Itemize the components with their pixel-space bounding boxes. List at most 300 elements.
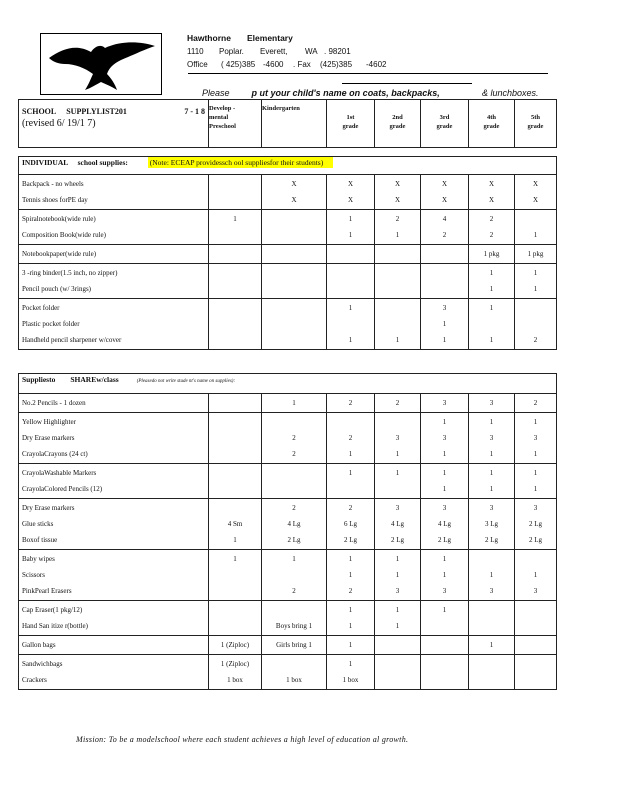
item-name-cell — [19, 299, 209, 350]
address-state: WA — [305, 47, 318, 56]
supply-qty: 3 — [533, 434, 538, 442]
supply-qty: 1 — [348, 606, 353, 614]
supply-qty: X — [291, 196, 297, 204]
address-zip: . 98201 — [324, 47, 351, 56]
supply-item: Boxof tissue — [22, 536, 58, 544]
supply-item: Crackers — [22, 676, 47, 684]
quantity-cell — [262, 264, 327, 299]
quantity-cell — [375, 245, 421, 264]
table-row — [19, 464, 557, 499]
table-row — [19, 413, 557, 464]
header-rule-short — [342, 83, 472, 84]
school-name-part1: Hawthorne — [187, 33, 231, 43]
quantity-cell — [421, 245, 469, 264]
quantity-cell — [515, 655, 557, 690]
supply-qty — [518, 656, 553, 672]
table-row — [19, 264, 557, 299]
supply-qty: 1 — [348, 660, 353, 668]
supply-qty: 2 — [348, 399, 353, 407]
supply-qty: 1 — [348, 336, 353, 344]
supply-qty: X — [347, 180, 354, 188]
quantity-cell — [209, 299, 262, 350]
quantity-cell — [421, 175, 469, 210]
supply-qty: X — [532, 180, 539, 188]
supply-item: PinkPearl Erasers — [22, 587, 72, 595]
supply-qty: 1 — [233, 536, 237, 544]
supply-qty: 1 — [395, 231, 400, 239]
supply-qty: 1 — [395, 336, 400, 344]
quantity-cell — [375, 264, 421, 299]
supply-qty — [472, 551, 511, 567]
table-row — [19, 394, 557, 413]
supply-qty — [265, 414, 323, 430]
quantity-cell — [327, 175, 375, 210]
supply-qty — [518, 618, 553, 634]
reminder-tail: & lunchboxes. — [482, 88, 539, 98]
supply-qty: 3 Lg — [484, 520, 499, 528]
supply-qty — [212, 332, 258, 348]
item-name-cell — [19, 264, 209, 299]
quantity-cell — [209, 245, 262, 264]
quantity-cell — [327, 601, 375, 636]
quantity-cell — [262, 394, 327, 413]
item-name-cell — [19, 210, 209, 245]
supply-qty: 1 — [348, 215, 353, 223]
supply-item: CrayolaWashable Markers — [22, 469, 97, 477]
item-name-cell — [19, 175, 209, 210]
supply-qty: 2 — [533, 336, 538, 344]
quantity-cell — [262, 550, 327, 601]
table-row — [19, 636, 557, 655]
supply-qty — [330, 414, 371, 430]
quantity-cell — [421, 655, 469, 690]
title-school: SCHOOL — [22, 107, 57, 116]
quantity-cell — [469, 175, 515, 210]
quantity-cell — [209, 550, 262, 601]
supply-qty — [472, 602, 511, 618]
quantity-cell — [327, 210, 375, 245]
quantity-cell — [262, 210, 327, 245]
quantity-cell — [209, 264, 262, 299]
supply-qty — [265, 211, 323, 227]
supply-qty — [330, 265, 371, 281]
supply-qty — [424, 656, 465, 672]
quantity-cell — [421, 499, 469, 550]
quantity-cell — [327, 299, 375, 350]
reminder-text: p ut your child's name on coats, backpacks, — [251, 88, 440, 98]
quantity-cell — [209, 601, 262, 636]
address-city: Everett, — [260, 47, 288, 56]
supply-qty: 2 — [348, 587, 353, 595]
supply-qty: 1 — [533, 285, 538, 293]
supply-qty: 1 pkg — [483, 250, 500, 258]
title-supply-list: SUPPLYLIST201 — [66, 107, 127, 116]
supply-qty — [212, 618, 258, 634]
supply-qty — [330, 281, 371, 297]
supply-qty: 1 — [489, 469, 494, 477]
quantity-cell — [469, 636, 515, 655]
supply-qty — [212, 465, 258, 481]
quantity-cell — [375, 413, 421, 464]
quantity-cell — [209, 464, 262, 499]
individual-label-a: INDIVIDUAL — [22, 158, 69, 167]
supply-qty: 2 Lg — [528, 520, 543, 528]
supply-qty — [265, 332, 323, 348]
supply-item: Dry Erase markers — [22, 504, 75, 512]
item-name-cell — [19, 601, 209, 636]
col-head-grade4: 4th grade — [469, 100, 515, 148]
supply-item: Pocket folder — [22, 304, 60, 312]
address-number: 1110 — [187, 47, 204, 56]
supply-qty: 2 — [292, 504, 296, 512]
quantity-cell — [209, 413, 262, 464]
supply-qty: 1 — [348, 231, 353, 239]
table-row — [19, 655, 557, 690]
supply-qty — [265, 656, 323, 672]
supply-item: Notebookpaper(wide rule) — [22, 250, 97, 258]
supply-qty: 1 — [395, 555, 400, 563]
quantity-cell — [209, 210, 262, 245]
supply-qty — [212, 281, 258, 297]
supply-qty — [212, 500, 258, 516]
col-head-grade2: 2nd grade — [375, 100, 421, 148]
list-title — [19, 100, 209, 148]
table-row — [19, 299, 557, 350]
supply-qty — [265, 465, 323, 481]
supply-qty: 1 — [442, 469, 447, 477]
quantity-cell — [469, 394, 515, 413]
supply-qty — [518, 211, 553, 227]
supply-qty: 1 — [348, 304, 353, 312]
supply-qty: 3 — [489, 399, 494, 407]
supply-qty: 2 — [292, 450, 296, 458]
supply-qty — [378, 300, 417, 316]
office-phone-area: ( 425)385 — [221, 60, 256, 69]
supply-qty: 3 — [489, 434, 494, 442]
eceap-note: (Note: ECEAP providessch ool suppliesfor their students) — [148, 157, 333, 168]
supply-qty: 2 Lg — [484, 536, 499, 544]
table-row — [19, 175, 557, 210]
supply-item: No.2 Pencils - 1 dozen — [22, 399, 86, 407]
supply-qty: X — [532, 196, 539, 204]
supply-qty: 1 — [489, 485, 494, 493]
supply-qty: 2 — [489, 215, 494, 223]
supply-qty: 1 — [489, 450, 494, 458]
supply-qty: Girls bring 1 — [276, 641, 312, 649]
supply-qty — [424, 618, 465, 634]
quantity-cell — [262, 245, 327, 264]
quantity-cell — [327, 636, 375, 655]
quantity-cell — [421, 264, 469, 299]
table-row — [19, 245, 557, 264]
supply-qty: 1 — [348, 622, 353, 630]
quantity-cell — [327, 655, 375, 690]
supply-qty: 2 — [292, 587, 296, 595]
quantity-cell — [421, 210, 469, 245]
shared-supplies-header — [19, 374, 557, 394]
supply-qty — [265, 316, 323, 332]
supply-qty: 1 — [442, 336, 447, 344]
supply-qty: 1 box — [342, 676, 359, 684]
supply-item: Yellow Highlighter — [22, 418, 76, 426]
quantity-cell — [515, 413, 557, 464]
supply-qty — [472, 316, 511, 332]
supply-qty: 1 — [442, 555, 447, 563]
quantity-cell — [515, 499, 557, 550]
no-name-note: (Pleasedo not write stude nt's name on supplies): — [136, 379, 236, 384]
col-head-grade1: 1st grade — [327, 100, 375, 148]
supply-qty: 4 Lg — [287, 520, 301, 528]
supply-qty: 1 (Ziploc) — [220, 641, 250, 649]
address-street: Poplar. — [219, 47, 244, 56]
supply-qty — [472, 656, 511, 672]
table-row — [19, 499, 557, 550]
quantity-cell — [375, 601, 421, 636]
quantity-cell — [469, 245, 515, 264]
quantity-cell — [262, 636, 327, 655]
supply-item: 3 -ring binder(1.5 inch, no zipper) — [22, 269, 118, 277]
supply-qty — [518, 300, 553, 316]
supply-qty — [330, 246, 371, 262]
supply-qty: 4 Sm — [227, 520, 243, 528]
supply-qty — [212, 300, 258, 316]
supply-qty: 2 Lg — [287, 536, 301, 544]
quantity-cell — [421, 299, 469, 350]
quantity-cell — [262, 601, 327, 636]
quantity-cell — [515, 245, 557, 264]
quantity-cell — [469, 601, 515, 636]
supply-qty: 2 Lg — [437, 536, 452, 544]
supply-qty — [212, 316, 258, 332]
supply-item: Pencil pouch (w/ 3rings) — [22, 285, 92, 293]
supply-qty: 1 — [489, 641, 494, 649]
fax-phone-area: (425)385 — [320, 60, 353, 69]
quantity-cell — [515, 264, 557, 299]
title-years: 7 - 1 8 — [184, 107, 205, 116]
supply-qty — [212, 227, 258, 243]
supply-qty: 1 — [533, 571, 538, 579]
quantity-cell — [515, 210, 557, 245]
fax-label: . Fax — [293, 60, 311, 69]
supply-item: Composition Book(wide rule) — [22, 231, 106, 239]
school-name-part2: Elementary — [247, 33, 293, 43]
supply-qty: 1 — [348, 450, 353, 458]
quantity-cell — [515, 299, 557, 350]
quantity-cell — [209, 394, 262, 413]
supply-qty — [472, 672, 511, 688]
supply-qty — [518, 672, 553, 688]
revision-date: (revised 6/ 19/1 7) — [22, 118, 96, 129]
item-name-cell — [19, 413, 209, 464]
quantity-cell — [327, 245, 375, 264]
supply-qty: 1 — [489, 336, 494, 344]
supply-qty: 1 — [442, 485, 447, 493]
supply-qty: 4 Lg — [390, 520, 405, 528]
quantity-cell — [375, 210, 421, 245]
quantity-cell — [469, 299, 515, 350]
col-head-preschool: Develop - mental Preschool — [209, 100, 262, 148]
supply-qty — [212, 446, 258, 462]
supply-qty — [378, 637, 417, 653]
individual-label-b: school supplies: — [77, 158, 128, 167]
supply-qty — [330, 481, 371, 497]
table-row — [19, 550, 557, 601]
mission-statement: Mission: To be a modelschool where each student achieves a high level of education al growth. — [76, 735, 409, 744]
supply-qty: 2 Lg — [528, 536, 543, 544]
school-logo-eagle — [40, 33, 162, 95]
supply-qty — [424, 246, 465, 262]
supply-qty: 1 — [233, 555, 237, 563]
supply-qty — [212, 192, 258, 208]
supply-qty — [265, 602, 323, 618]
supply-qty — [212, 395, 258, 411]
quantity-cell — [327, 264, 375, 299]
quantity-cell — [421, 394, 469, 413]
item-name-cell — [19, 394, 209, 413]
item-name-cell — [19, 245, 209, 264]
col-head-kindergarten: Kindergarten — [262, 100, 327, 148]
table-row — [19, 210, 557, 245]
supply-item: Hand San itize r(bottle) — [22, 622, 88, 630]
supply-qty — [378, 246, 417, 262]
supply-qty: Boys bring 1 — [275, 622, 313, 630]
supply-qty: 1 — [395, 622, 400, 630]
quantity-cell — [421, 550, 469, 601]
supply-qty: 1 — [533, 485, 538, 493]
quantity-cell — [327, 550, 375, 601]
supply-qty: 1 box — [286, 676, 302, 684]
supply-qty: 1 — [292, 555, 296, 563]
supply-qty: 1 — [489, 285, 494, 293]
supply-qty: X — [394, 196, 401, 204]
header-rule — [188, 73, 548, 74]
supply-qty: 1 (Ziploc) — [220, 660, 250, 668]
quantity-cell — [209, 175, 262, 210]
supply-qty: 3 — [489, 504, 494, 512]
supply-qty — [424, 672, 465, 688]
supply-item: Spiralnotebook(wide rule) — [22, 215, 96, 223]
supply-qty: 1 — [533, 231, 538, 239]
supply-qty: 1 — [348, 571, 353, 579]
supply-item: Backpack - no wheels — [22, 180, 84, 188]
supply-item: Scissors — [22, 571, 45, 579]
supply-qty: 3 — [442, 587, 447, 595]
supply-qty: X — [441, 196, 448, 204]
supply-qty: 3 — [395, 434, 400, 442]
supply-qty: 2 Lg — [390, 536, 405, 544]
supply-qty — [518, 551, 553, 567]
supply-qty: 1 pkg — [527, 250, 544, 258]
fax-phone-line: -4602 — [366, 60, 387, 69]
supply-qty: 1 — [395, 450, 400, 458]
quantity-cell — [209, 499, 262, 550]
supply-qty — [265, 227, 323, 243]
supply-item: Dry Erase markers — [22, 434, 75, 442]
supply-qty: 2 — [442, 231, 447, 239]
supply-item: Glue sticks — [22, 520, 54, 528]
shared-label-a: Suppliesto — [22, 375, 56, 384]
name-reminder — [202, 88, 539, 98]
supply-qty: 1 — [442, 606, 447, 614]
supply-qty — [472, 618, 511, 634]
supply-item: Cap Eraser(1 pkg/12) — [22, 606, 83, 614]
supply-qty: X — [291, 180, 297, 188]
individual-supplies-header — [19, 157, 557, 175]
supply-qty — [212, 265, 258, 281]
quantity-cell — [421, 413, 469, 464]
supply-qty: X — [394, 180, 401, 188]
quantity-cell — [515, 175, 557, 210]
supply-qty: 2 — [395, 215, 400, 223]
supply-item: Tennis shoes forPE day — [22, 196, 88, 204]
supply-qty — [378, 656, 417, 672]
quantity-cell — [469, 464, 515, 499]
supply-item: Gallon bags — [22, 641, 56, 649]
supply-qty: 2 — [292, 434, 296, 442]
quantity-cell — [375, 499, 421, 550]
quantity-cell — [327, 394, 375, 413]
supply-qty — [518, 316, 553, 332]
supply-qty: 4 Lg — [437, 520, 452, 528]
supply-qty: 2 — [395, 399, 400, 407]
quantity-cell — [262, 655, 327, 690]
supply-qty — [212, 176, 258, 192]
supply-qty: 1 — [348, 555, 353, 563]
supply-qty: 1 — [442, 320, 447, 328]
quantity-cell — [515, 601, 557, 636]
supply-qty: 1 — [395, 469, 400, 477]
supply-qty — [265, 567, 323, 583]
supply-qty — [424, 265, 465, 281]
supply-qty: 3 — [442, 434, 447, 442]
supply-qty: 3 — [395, 587, 400, 595]
quantity-cell — [515, 464, 557, 499]
supply-qty: 3 — [533, 504, 538, 512]
quantity-cell — [375, 655, 421, 690]
supply-qty: 1 — [489, 304, 494, 312]
item-name-cell — [19, 655, 209, 690]
quantity-cell — [421, 636, 469, 655]
supply-qty: 1 — [442, 418, 447, 426]
supply-item: Sandwichbags — [22, 660, 63, 668]
supply-qty: X — [347, 196, 354, 204]
item-name-cell — [19, 636, 209, 655]
quantity-cell — [469, 264, 515, 299]
supply-qty — [212, 583, 258, 599]
quantity-cell — [469, 413, 515, 464]
supply-qty: 3 — [442, 504, 447, 512]
quantity-cell — [469, 499, 515, 550]
supply-item: Plastic pocket folder — [22, 320, 80, 328]
quantity-cell — [375, 636, 421, 655]
shared-label-b: SHAREw/class — [70, 375, 119, 384]
table-row — [19, 601, 557, 636]
quantity-cell — [515, 636, 557, 655]
quantity-cell — [327, 499, 375, 550]
supply-qty: 3 — [395, 504, 400, 512]
supply-qty — [212, 414, 258, 430]
quantity-cell — [375, 550, 421, 601]
supply-qty: 1 — [442, 450, 447, 458]
supply-item: CrayolaColored Pencils (12) — [22, 485, 103, 493]
supply-qty: 2 — [348, 504, 353, 512]
supply-qty: X — [441, 180, 448, 188]
supply-qty — [378, 481, 417, 497]
supply-qty: 1 — [489, 418, 494, 426]
supply-qty — [378, 414, 417, 430]
col-head-grade5: 5th grade — [515, 100, 557, 148]
quantity-cell — [375, 464, 421, 499]
